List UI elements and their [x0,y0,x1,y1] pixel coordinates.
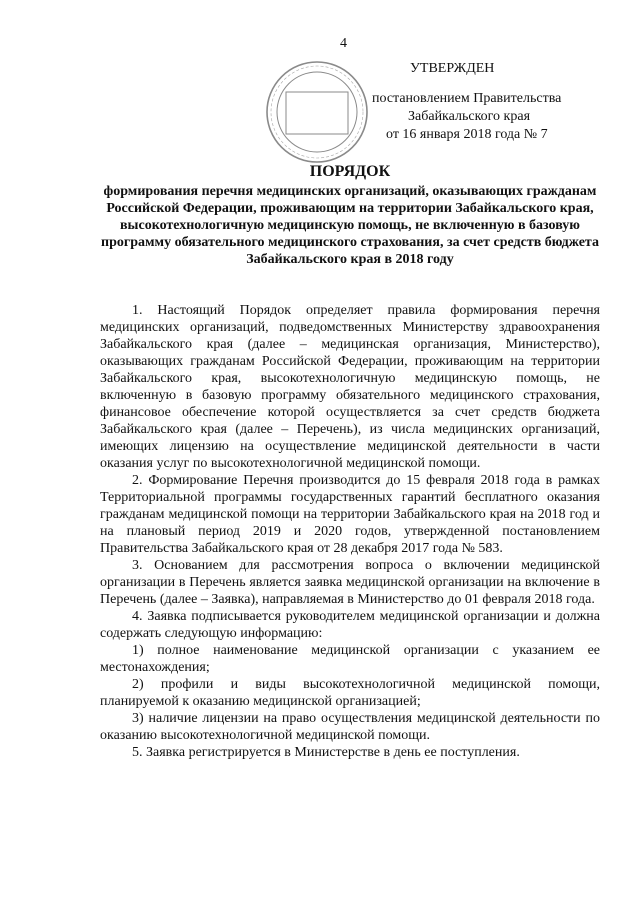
approval-line-3: от 16 января 2018 года № 7 [386,127,548,142]
paragraph-4: 4. Заявка подписывается руководителем медицинской организации и должна содержать следующую информацию: [100,609,600,641]
paragraph-1: 1. Настоящий Порядок определяет правила формирования перечня медицинских организаций, подведомственных Министерству здравоохранения Забайкальского края (далее – медицинская организация, Министерство), оказывающих гражданам Российской Федерации, проживающим на территории Забайкальского края, высокотехнологичную медицинскую помощь, не включенную в базовую программу обязательного медицинского страхования, финансовое обеспечение которой осуществляется за счет средств бюджета Забайкальского края (далее – Перечень), из числа медицинских организаций, имеющих лицензию на осуществление медицинской деятельности в части оказания услуг по высокотехнологичной медицинской помощи. [100,303,600,471]
approval-title: УТВЕРЖДЕН [410,61,495,76]
list-item-3: 3) наличие лицензии на право осуществления медицинской деятельности по оказанию высокотехнологичной медицинской помощи. [100,711,600,743]
page-number: 4 [340,36,347,51]
document-subtitle: формирования перечня медицинских организаций, оказывающих гражданам Российской Федерации, проживающим на территории Забайкальского края, высокотехнологичную медицинскую помощь, не включенную в базовую программу обязательного медицинского страхования, за счет средств бюджета Забайкальского края в 2018 году [101,184,599,267]
approval-line-1: постановлением Правительства [372,91,562,106]
document-heading [100,162,600,268]
paragraph-2: 2. Формирование Перечня производится до 15 февраля 2018 года в рамках Территориальной программы государственных гарантий бесплатного оказания гражданам медицинской помощи на территории Забайкальского края на 2018 год и на плановый период 2019 и 2020 годов, утвержденной постановлением Правительства Забайкальского края от 28 декабря 2017 года № 583. [100,473,600,556]
approval-block [372,60,622,144]
document-title: ПОРЯДОК [309,163,391,180]
approval-line-2: Забайкальского края [408,109,531,124]
document-body [100,302,600,761]
list-item-2: 2) профили и виды высокотехнологичной медицинской помощи, планируемой к оказанию медицинской организацией; [100,677,600,709]
stamp-seal [262,58,372,166]
paragraph-3: 3. Основанием для рассмотрения вопроса о включении медицинской организации в Перечень является заявка медицинской организации на включение в Перечень (далее – Заявка), направляемая в Министерство до 01 февраля 2018 года. [100,558,600,607]
paragraph-5: 5. Заявка регистрируется в Министерстве в день ее поступления. [132,745,520,760]
list-item-1: 1) полное наименование медицинской организации с указанием ее местонахождения; [100,643,600,675]
